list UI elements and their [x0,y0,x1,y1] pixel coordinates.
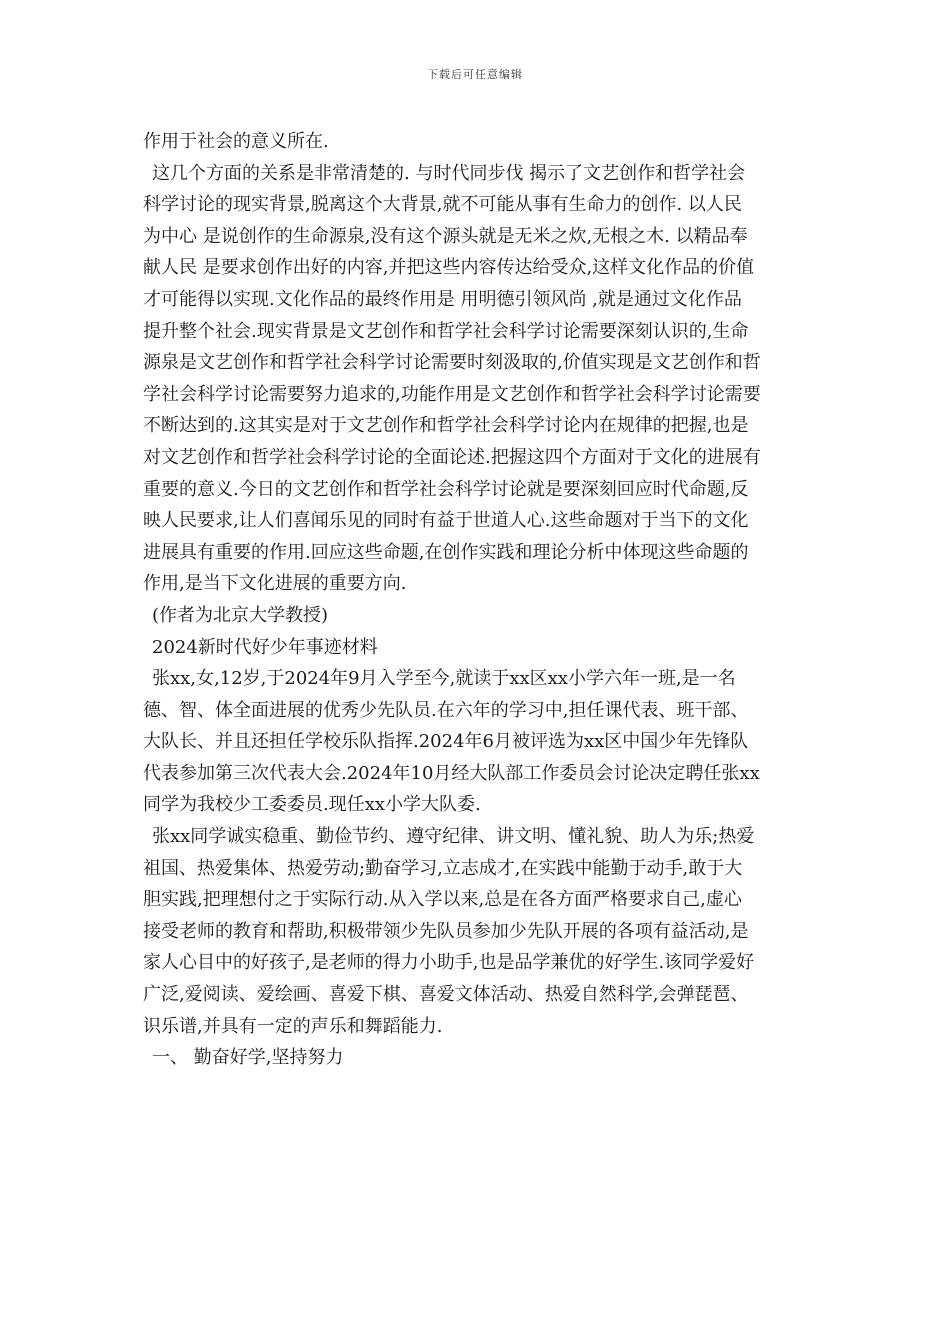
text-line: 代表参加第三次代表大会.2024年10月经大队部工作委员会讨论决定聘任张xx [143,762,760,784]
author-note: (作者为北京大学教授) [152,604,329,626]
text-line: 大队长、并且还担任学校乐队指挥.2024年6月被评选为xx区中国少年先锋队 [143,731,749,753]
text-line: 作用于社会的意义所在. [143,131,329,152]
text-line: 不断达到的.这其实是对于文艺创作和哲学社会科学讨论内在规律的把握,也是 [143,415,749,437]
text-line: 映人民要求,让人们喜闻乐见的同时有益于世道人心.这些命题对于当下的文化 [143,510,749,532]
text-line: 这几个方面的关系是非常清楚的. 与时代同步伐 揭示了文艺创作和哲学社会 [152,162,746,184]
text-line: 为中心 是说创作的生命源泉,没有这个源头就是无米之炊,无根之木. 以精品奉 [143,225,748,247]
text-line: 提升整个社会.现实背景是文艺创作和哲学社会科学讨论需要深刻认识的,生命 [143,320,749,342]
text-line: 张xx同学诚实稳重、勤俭节约、遵守纪律、讲文明、懂礼貌、助人为乐;热爱 [152,826,755,848]
text-line: 德、智、体全面进展的优秀少先队员.在六年的学习中,担任课代表、班干部、 [143,699,749,721]
text-line: 作用,是当下文化进展的重要方向. [143,573,407,595]
text-line: 对文艺创作和哲学社会科学讨论的全面论述.把握这四个方面对于文化的进展有 [143,446,761,468]
text-line: 科学讨论的现实背景,脱离这个大背景,就不可能从事有生命力的创作. 以人民 [143,194,742,216]
text-line: 祖国、热爱集体、热爱劳动;勤奋学习,立志成才,在实践中能勤于动手,敢于大 [143,857,743,879]
text-line: 源泉是文艺创作和哲学社会科学讨论需要时刻汲取的,价值实现是文艺创作和哲 [143,352,761,374]
text-line: 接受老师的教育和帮助,积极带领少先队员参加少先队开展的各项有益活动,是 [143,920,749,942]
document-body [143,126,808,1074]
text-line: 识乐谱,并具有一定的声乐和舞蹈能力. [143,1015,443,1037]
text-line: 张xx,女,12岁,于2024年9月入学至今,就读于xx区xx小学六年一班,是一名 [152,668,736,690]
text-line: 广泛,爱阅读、爱绘画、喜爱下棋、喜爱文体活动、热爱自然科学,会弹琵琶、 [143,984,749,1006]
text-line: 献人民 是要求创作出好的内容,并把这些内容传达给受众,这样文化作品的价值 [143,257,755,279]
text-line: 进展具有重要的作用.回应这些命题,在创作实践和理论分析中体现这些命题的 [143,541,749,563]
subsection-heading: 一、 勤奋好学,坚持努力 [152,1047,344,1069]
text-line: 胆实践,把理想付之于实际行动.从入学以来,总是在各方面严格要求自己,虚心 [143,889,742,911]
text-line: 同学为我校少工委委员.现任xx小学大队委. [143,794,481,816]
text-line: 学社会科学讨论需要努力追求的,功能作用是文艺创作和哲学社会科学讨论需要 [143,383,761,405]
section-title: 2024新时代好少年事迹材料 [152,636,378,658]
page-header-note: 下载后可任意编辑 [427,68,523,81]
text-line: 家人心目中的好孩子,是老师的得力小助手,也是品学兼优的好学生.该同学爱好 [143,952,755,974]
text-line: 才可能得以实现.文化作品的最终作用是 用明德引领风尚 ,就是通过文化作品 [143,288,742,310]
text-line: 重要的意义.今日的文艺创作和哲学社会科学讨论就是要深刻回应时代命题,反 [143,478,749,500]
